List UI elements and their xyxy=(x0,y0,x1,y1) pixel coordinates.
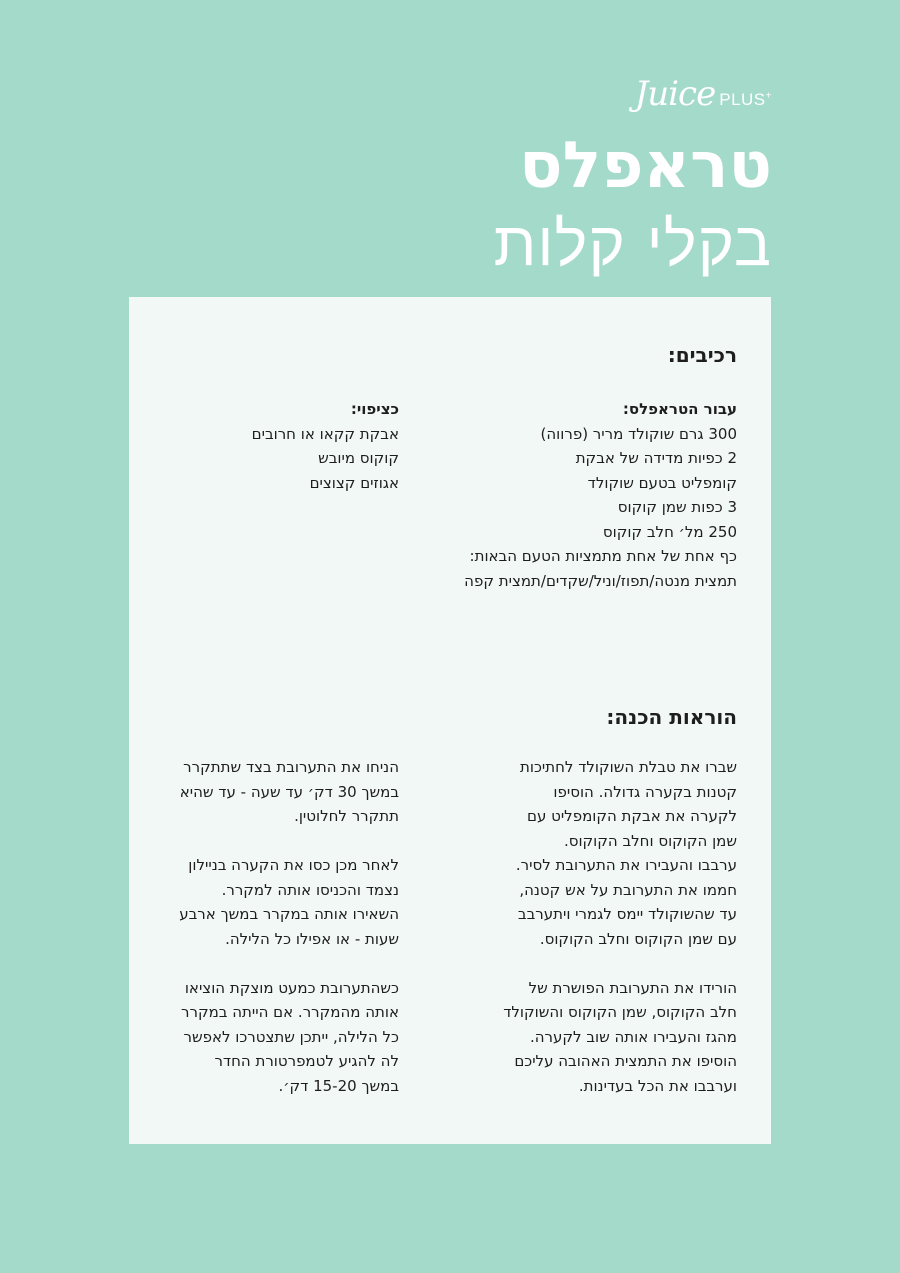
instruction-line: שעות - או אפילו כל הלילה. xyxy=(225,929,399,948)
instruction-line: קטנות בקערה גדולה. הוסיפו xyxy=(553,782,737,801)
instruction-line: נצמד והכניסו אותה למקרר. xyxy=(221,880,399,899)
instruction-line: מהגז והעבירו אותה שוב לקערה. xyxy=(529,1027,737,1046)
instruction-line: הורידו את התערובת הפושרת של xyxy=(528,978,737,997)
truffles-list xyxy=(464,422,737,594)
instruction-line: עד שהשוקולד יימס לגמרי ויתערבב xyxy=(517,905,737,923)
recipe-card xyxy=(129,297,771,1144)
logo-plus-text: PLUS+ xyxy=(719,90,772,109)
instruction-paragraph xyxy=(179,853,399,951)
ingredient-item: אבקת קקאו או חרובים xyxy=(251,424,399,443)
coating-list xyxy=(252,422,399,496)
instruction-line: חממו את התערובת על אש קטנה, xyxy=(519,880,737,899)
truffles-ingredients xyxy=(464,397,737,593)
logo-juice-text: Juice xyxy=(634,74,716,114)
ingredients-heading: רכיבים: xyxy=(667,343,737,367)
instruction-line: לה להגיע לטמפרטורת החדר xyxy=(214,1052,399,1070)
instruction-line: במשך 15-20 דק׳. xyxy=(278,1076,399,1095)
coating-subtitle: כציפוי: xyxy=(350,400,399,418)
instruction-line: השאירו אותה במקרר במשך ארבע xyxy=(179,905,399,923)
instruction-line: וערבבו את הכל בעדינות. xyxy=(578,1076,737,1095)
instruction-line: אותה מהמקרר. אם הייתה במקרר xyxy=(181,1003,399,1021)
instruction-line: לאחר מכן כסו את הקערה בניילון xyxy=(188,856,399,874)
ingredient-item: 300 גרם שוקולד מריר (פרווה) xyxy=(540,424,737,443)
ingredient-item: 3 כפות שמן קוקוס xyxy=(617,498,737,516)
instruction-line: תתקרר לחלוטין. xyxy=(294,807,399,825)
instruction-line: כל הלילה, ייתכן שתצטרכו לאפשר xyxy=(183,1027,399,1046)
instruction-line: הוסיפו את התמצית האהובה עליכם xyxy=(514,1052,737,1070)
page-subtitle: בקלי קלות xyxy=(493,207,772,280)
instruction-line: כשהתערובת כמעט מוצקת הוציאו xyxy=(184,978,399,997)
instruction-line: לקערה את אבקת הקומפליט עם xyxy=(526,807,737,825)
instructions-left-column xyxy=(179,755,399,1123)
page-title: טראפלס xyxy=(519,129,772,203)
ingredient-item: קומפליט בטעם שוקולד xyxy=(587,473,737,492)
instruction-paragraph xyxy=(179,976,399,1099)
instruction-paragraph xyxy=(179,755,399,829)
instruction-line: הניחו את התערובת בצד שתתקרר xyxy=(183,758,399,776)
instructions-heading: הוראות הכנה: xyxy=(606,705,737,729)
instruction-line: שברו את טבלת השוקולד לחתיכות xyxy=(520,758,737,776)
ingredient-item: תמצית מנטה/תפוז/וניל/שקדים/תמצית קפה xyxy=(464,571,737,590)
ingredient-item: אגוזים קצוצים xyxy=(309,473,399,492)
instruction-line: שמן הקוקוס וחלב הקוקוס. xyxy=(563,831,737,850)
truffles-subtitle: עבור הטראפלס: xyxy=(622,400,737,418)
juice-plus-logo xyxy=(635,74,772,114)
instruction-paragraph xyxy=(503,976,737,1099)
ingredient-item: קוקוס מיובש xyxy=(318,449,399,467)
instruction-line: חלב הקוקוס, שמן הקוקוס והשוקולד xyxy=(503,1003,737,1021)
ingredient-item: כף אחת של אחת מתמציות הטעם הבאות: xyxy=(469,547,737,565)
instruction-line: ערבבו והעבירו את התערובת לסיר. xyxy=(515,856,737,874)
instructions-right-column xyxy=(503,755,737,1123)
instruction-paragraph xyxy=(503,755,737,951)
coating-ingredients xyxy=(252,397,399,495)
ingredient-item: 2 כפיות מדידה של אבקת xyxy=(575,449,737,467)
instruction-line: במשך 30 דק׳ עד שעה - עד שהיא xyxy=(179,782,399,801)
ingredient-item: 250 מל׳ חלב קוקוס xyxy=(602,522,737,541)
instruction-line: עם שמן הקוקוס וחלב הקוקוס. xyxy=(539,929,737,948)
